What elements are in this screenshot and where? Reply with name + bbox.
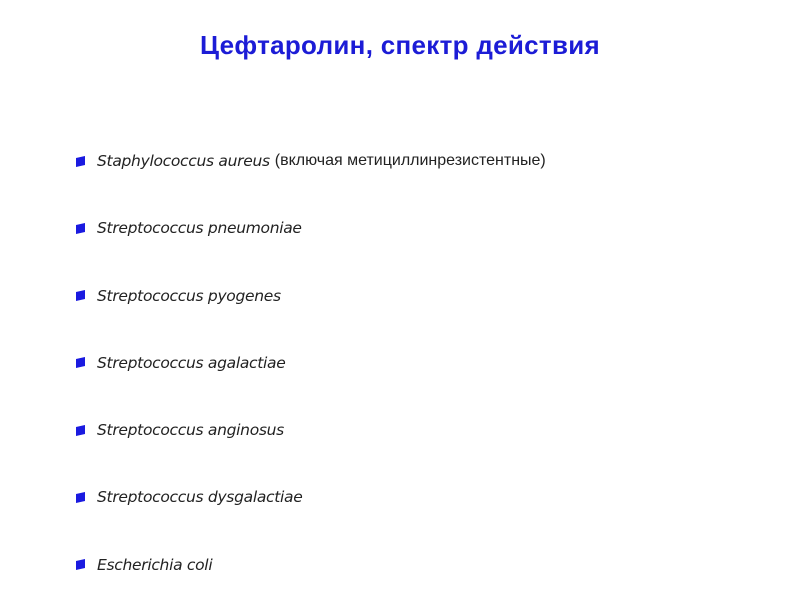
list-item [76, 280, 546, 312]
organism-name: Streptococcus pyogenes [97, 286, 281, 305]
organism-name: Streptococcus agalactiae [97, 353, 286, 372]
square-bullet-icon [76, 425, 85, 436]
slide-title: Цефтаролин, спектр действия [200, 30, 600, 60]
list-item [76, 347, 546, 379]
list-item [76, 414, 546, 446]
list-item [76, 549, 546, 581]
square-bullet-icon [76, 357, 85, 368]
list-item [76, 212, 546, 244]
organism-note: (включая метициллинрезистентные) [274, 152, 546, 169]
organism-name: Streptococcus dysgalactiae [97, 488, 303, 507]
square-bullet-icon [76, 290, 85, 301]
square-bullet-icon [76, 156, 85, 167]
spectrum-list [76, 145, 546, 600]
list-item [76, 481, 546, 513]
organism-name: Streptococcus anginosus [97, 421, 284, 440]
square-bullet-icon [76, 492, 85, 503]
organism-name: Staphylococcus aureus [97, 152, 270, 170]
organism-name: Escherichia coli [97, 555, 213, 574]
square-bullet-icon [76, 223, 85, 234]
square-bullet-icon [76, 559, 85, 570]
organism-name: Streptococcus pneumoniae [97, 219, 302, 238]
list-item [76, 145, 546, 177]
